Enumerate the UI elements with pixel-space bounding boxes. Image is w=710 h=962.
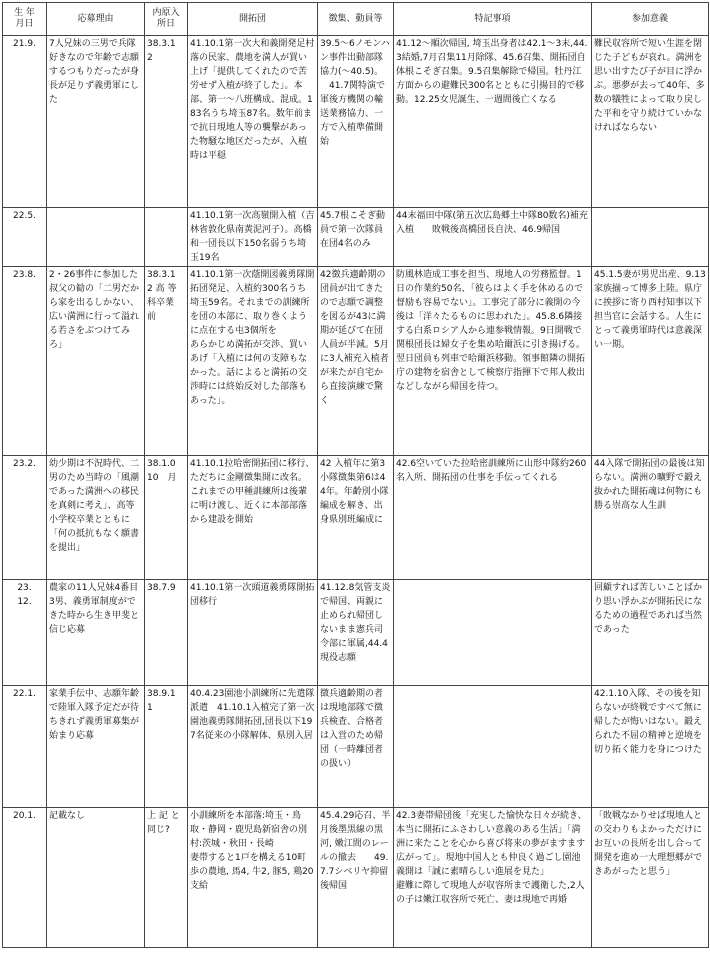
- cell-reason: 幼少期は不況時代、二男のため当時の「風潮であった満洲への移民を真剣に考え」、高等小学校卒業とともに「何の抵抗もなく願書を提出」: [47, 456, 145, 580]
- cell-reason: 記載なし: [47, 808, 145, 948]
- cell-settlement-group: 41.10.1第一次頭道義勇隊開拓団移行: [188, 580, 318, 686]
- table-row: [3, 580, 709, 686]
- cell-birth: 22.5.: [3, 208, 47, 267]
- cell-notes: 44末福田中隊(第五次広島郷土中隊80数名)補充入植 敗戦後高橋団長自決、46.9帰国: [394, 208, 592, 267]
- cell-reason: 家業手伝中、志願年齢で陸軍入隊予定だが待ちきれず義勇軍募集が始まり応募: [47, 686, 145, 808]
- cell-notes: 41.12～順次帰国, 埼玉出身者は42.1～3末,44.3結婚,7月召集11月除隊、45.6召集、開拓団自体根こそぎ召集。9.5召集解除で帰国。牡丹江方面からの避難民300名とともに引揚目的で移動。12.25女児誕生、一週間後亡くなる: [394, 36, 592, 208]
- cell-entry-date: 38.1.0 10 月: [145, 456, 188, 580]
- table-row: [3, 267, 709, 456]
- cell-reason: 2・26事件に参加した叔父の勧の「二男だから家を出るしかない、広い満洲に行って溢れる若さをぶつけてみろ」: [47, 267, 145, 456]
- cell-birth: 21.9.: [3, 36, 47, 208]
- table-row: [3, 686, 709, 808]
- cell-notes: 42.3妻帯帰団後「充実した愉快な日々が続き、本当に開拓にふさわしい意義のある生活」「満洲に来たことを心から喜び将来の夢がますます広がって」。現地中国人とも仲良く過ごし園池義開は「誠に素晴らしい進展を見た」 避難に際して現地人が収容所まで護衛した,2人の子は嫩江収容所で死亡、妻は現地で再婚: [394, 808, 592, 948]
- table-row: [3, 36, 709, 208]
- cell-reason: 7人兄妹の三男で兵隊好きなので年齢で志願するつもりだったが身長が足りず義勇軍にした: [47, 36, 145, 208]
- cell-settlement-group: 41.10.1第一次大和義開発足村落の民家、農地を満人が買い上げ「提供してくれたので苦労せず入植が終了した」。本部、第一～八班構成、混成。183名うち埼玉87名。数年前まで抗日現地人等の襲撃があった物騒な地区だったが、入植時は平穏: [188, 36, 318, 208]
- cell-conscription: 徴兵適齢期の者は現地部隊で徴兵検査、合格者は入営のため帰団（一時離団者の扱い）: [318, 686, 394, 808]
- cell-settlement-group: 40.4.23園池小訓練所に先遣隊派遣 41.10.1入植完了第一次園池義勇隊開拓団,団長以下197名従来の小隊解体、県別入居: [188, 686, 318, 808]
- cell-reason: 農家の11人兄妹4番目3男、義勇軍制度ができた時から生き甲斐と信じ応募: [47, 580, 145, 686]
- records-table: [2, 2, 709, 948]
- cell-notes: [394, 580, 592, 686]
- cell-birth: 23. 12.: [3, 580, 47, 686]
- cell-entry-date: 38.7.9: [145, 580, 188, 686]
- cell-entry-date: [145, 208, 188, 267]
- cell-birth: 23.2.: [3, 456, 47, 580]
- header-entry-date: 内原入 所日: [145, 3, 188, 36]
- cell-entry-date: 38.9.1 1: [145, 686, 188, 808]
- cell-meaning: 42.1.10入隊、その後を知らないが終戦ですべて無に帰したが悔いはない。鍛えられた不屈の精神と逆境を切り拓く能力を身につけた: [592, 686, 709, 808]
- cell-conscription: 42 入植年に第3小隊徴集第6は44年。年齢別小隊編成を解き、出身県別班編成に: [318, 456, 394, 580]
- cell-entry-date: 38.3.1 2 高 等 科卒業 前: [145, 267, 188, 456]
- cell-settlement-group: 41.10.1第一次高嶺開入植（吉林省敦化県南黄泥河子）。高橋和一団長以下150名弱うち埼玉19名: [188, 208, 318, 267]
- cell-reason: [47, 208, 145, 267]
- cell-entry-date: 38.3.1 2: [145, 36, 188, 208]
- header-birth: 生 年 月日: [3, 3, 47, 36]
- cell-conscription: 45.4.29応召、半月後墨黒線の黒河, 嫩江間のレールの撤去 49.7.7シベリヤ抑留後帰国: [318, 808, 394, 948]
- cell-settlement-group: 41.10.1第一次蔭開図義勇隊開拓団発足、入植約300名うち埼玉59名。それまでの訓練所を団の本部に、取り巻くように点在する屯3個所を あらかじめ満拓が交渉、買いあげ「入植には何の支障もなかった。話によると満拓の交渉時には終始反対した部落もあった」。: [188, 267, 318, 456]
- cell-conscription: 41.12.8気管支炎で帰国、両親に止められ帰団しないまま憲兵司令部に軍属,44.4現役志願: [318, 580, 394, 686]
- cell-meaning: 回顧すれば苦しいことばかり思い浮かぶが開拓民になるための過程であれば当然であった: [592, 580, 709, 686]
- cell-settlement-group: 小訓練所を本部落:埼玉・鳥取・静岡・鹿児島新宿舎の別村:茨城・秋田・長崎 妻帯すると1戸を構える10町歩の農地, 馬4, 牛2, 豚5, 鶏20支給: [188, 808, 318, 948]
- cell-conscription: 39.5～6ノモンハン事件出動部隊協力(～40.5)。 41.7関特演で軍後方機関の輸送業務協力、一方で入植準備開始: [318, 36, 394, 208]
- cell-entry-date: 上 記 と 同じ?: [145, 808, 188, 948]
- cell-conscription: 45.7根こそぎ動員で第一次隊員在団4名のみ: [318, 208, 394, 267]
- cell-notes: 防風林造成工事を担当、現地人の労務監督。1日の作業約50名、「彼らはよく手を休めるので督励も容易でない」。工事完了部分に義開の今後は「洋々たるものに思われた」。45.8.6隣接する白系ロシア人から連参戦情報。9日開戦で関根団長は婦女子を集め哈爾浜に引き揚げる。翌日団員も列車で哈爾浜移動。領事館隣の開拓庁の建物を宿舎として検察庁指揮下で邦人救出などしながら帰国を待つ。: [394, 267, 592, 456]
- header-settlement-group: 開拓団: [188, 3, 318, 36]
- cell-birth: 20.1.: [3, 808, 47, 948]
- cell-conscription: 42徴兵適齢期の団員が出てきたので志願で調整を図るが43に満期が延びて在団人員が半減。5月に3人補充入植者が来たが自宅から直接演練で驚く: [318, 267, 394, 456]
- cell-settlement-group: 41.10.1拉哈密開拓団に移行、ただちに金剛徴集開に改名。これまでの甲種訓練所は後輩に明け渡し、近くに本部部落から建設を開始: [188, 456, 318, 580]
- header-meaning: 参加意義: [592, 3, 709, 36]
- header-notes: 特記事項: [394, 3, 592, 36]
- table-row: [3, 208, 709, 267]
- cell-meaning: 44入隊で開拓団の最後は知らない。満洲の曠野で鍛え抜かれた開拓魂は何物にも勝る崇高な人生訓: [592, 456, 709, 580]
- table-row: [3, 456, 709, 580]
- cell-notes: 42.6空いていた拉哈密訓練所に山形中隊約260名入所、開拓団の仕事を手伝ってくれる: [394, 456, 592, 580]
- table-row: [3, 808, 709, 948]
- header-reason: 応募理由: [47, 3, 145, 36]
- cell-meaning: 「敗戦なかりせば現地人との交わりもよかっただけにお互いの長所を出し合って開発を進め一大理想郷ができあがったと思う」: [592, 808, 709, 948]
- cell-birth: 23.8.: [3, 267, 47, 456]
- cell-meaning: 45.1.5妻が男児出産、9.13家族揃って博多上陸。県庁に挨拶に寄り西村知事以下担当官に会話する。人生にとって義勇軍時代は意義深い一期。: [592, 267, 709, 456]
- cell-birth: 22.1.: [3, 686, 47, 808]
- cell-notes: [394, 686, 592, 808]
- header-conscription: 徴集、動員等: [318, 3, 394, 36]
- header-row: [3, 3, 709, 36]
- cell-meaning: 難民収容所で短い生涯を閉じた子どもが哀れ。満洲を思い出すたび子が目に浮かぶ。悪夢が去って40年、多数の犠牲によって取り戻した平和を守り続けていかなければならない: [592, 36, 709, 208]
- cell-meaning: [592, 208, 709, 267]
